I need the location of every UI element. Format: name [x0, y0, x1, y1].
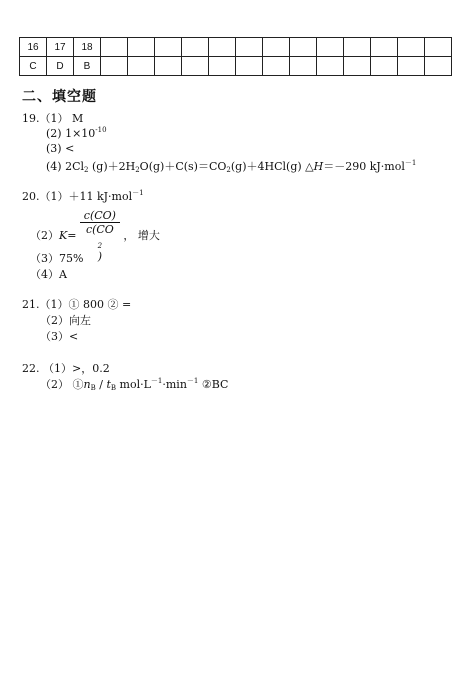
- text: (g)＋4HCl(g) △: [230, 160, 314, 173]
- text: ): [97, 250, 103, 263]
- answer-row: [20, 57, 452, 76]
- q19-answer-4: [46, 158, 416, 174]
- q21-answer-1: 21.（1）① 800 ② =: [22, 298, 132, 311]
- subscript: 2: [97, 242, 103, 250]
- subscript: 2: [226, 166, 231, 174]
- q22-answer-1: 22. （1）>，0.2: [22, 362, 110, 375]
- table-cell: [263, 57, 290, 76]
- text: (4) 2Cl: [46, 160, 85, 173]
- text: /: [95, 378, 107, 391]
- superscript: -10: [95, 126, 107, 134]
- text: ·min: [162, 378, 187, 391]
- symbol: n: [83, 378, 91, 391]
- equilibrium-constant-symbol: K: [59, 229, 68, 242]
- table-cell: [371, 38, 398, 57]
- section-title: 二、填空题: [22, 89, 97, 105]
- table-cell: [344, 38, 371, 57]
- q19-answer-1: 19.（1） M: [22, 112, 84, 125]
- superscript: －1: [150, 377, 163, 385]
- table-cell: C: [20, 57, 47, 76]
- text: (g)＋2H: [88, 160, 136, 173]
- table-cell: [290, 57, 317, 76]
- q22-answer-2: [40, 376, 228, 392]
- q20-answer-1: [22, 188, 144, 204]
- superscript: －1: [186, 377, 199, 385]
- table-cell: [425, 57, 452, 76]
- subscript: B: [90, 384, 96, 392]
- table-cell: 17: [47, 38, 74, 57]
- table-cell: [182, 38, 209, 57]
- subscript: 2: [84, 166, 89, 174]
- table-cell: [182, 57, 209, 76]
- question-number-row: [20, 38, 452, 57]
- table-cell: D: [47, 57, 74, 76]
- text: (2) 1×10: [46, 127, 96, 140]
- table-cell: [236, 57, 263, 76]
- fraction-denominator: [80, 223, 120, 263]
- subscript: 2: [135, 166, 140, 174]
- answer-table: [19, 37, 452, 76]
- table-cell: [209, 57, 236, 76]
- text: mol·L: [116, 378, 151, 391]
- text: ②BC: [198, 378, 229, 391]
- table-cell: [398, 38, 425, 57]
- table-cell: [263, 38, 290, 57]
- text: 20.（1）＋11 kJ·mol: [22, 190, 133, 203]
- text: （2） ①: [40, 378, 84, 391]
- table-cell: 16: [20, 38, 47, 57]
- q20-answer-4: （4）A: [30, 268, 67, 281]
- table-cell: [155, 57, 182, 76]
- table-cell: B: [74, 57, 101, 76]
- table-cell: [317, 38, 344, 57]
- table-cell: [128, 57, 155, 76]
- table-cell: [317, 57, 344, 76]
- superscript: －1: [404, 159, 417, 167]
- text: O(g)＋C(s)＝CO: [139, 160, 227, 173]
- text: =: [67, 229, 77, 242]
- table-cell: [101, 57, 128, 76]
- superscript: －1: [132, 189, 144, 197]
- q19-answer-3: (3) <: [46, 142, 75, 155]
- table-cell: 18: [74, 38, 101, 57]
- text: （2）: [30, 229, 59, 242]
- text: c(CO: [85, 223, 114, 236]
- table-cell: [344, 57, 371, 76]
- table-cell: [398, 57, 425, 76]
- table-cell: [290, 38, 317, 57]
- q21-answer-2: （2）向左: [40, 314, 91, 327]
- table-cell: [236, 38, 263, 57]
- q21-answer-3: （3）<: [40, 330, 79, 343]
- q20-answer-3: （3）75%: [30, 252, 84, 265]
- enthalpy-symbol: H: [313, 160, 324, 173]
- fraction: [80, 209, 120, 263]
- table-cell: [101, 38, 128, 57]
- subscript: B: [110, 384, 117, 392]
- table-cell: [371, 57, 398, 76]
- table-cell: [425, 38, 452, 57]
- fraction-numerator: c(CO): [80, 209, 120, 223]
- symbol: t: [106, 378, 111, 391]
- table-cell: [155, 38, 182, 57]
- text: ＝－290 kJ·mol: [323, 160, 405, 173]
- text: ， 增大: [123, 229, 160, 242]
- q19-answer-2: [46, 126, 107, 140]
- table-cell: [209, 38, 236, 57]
- table-cell: [128, 38, 155, 57]
